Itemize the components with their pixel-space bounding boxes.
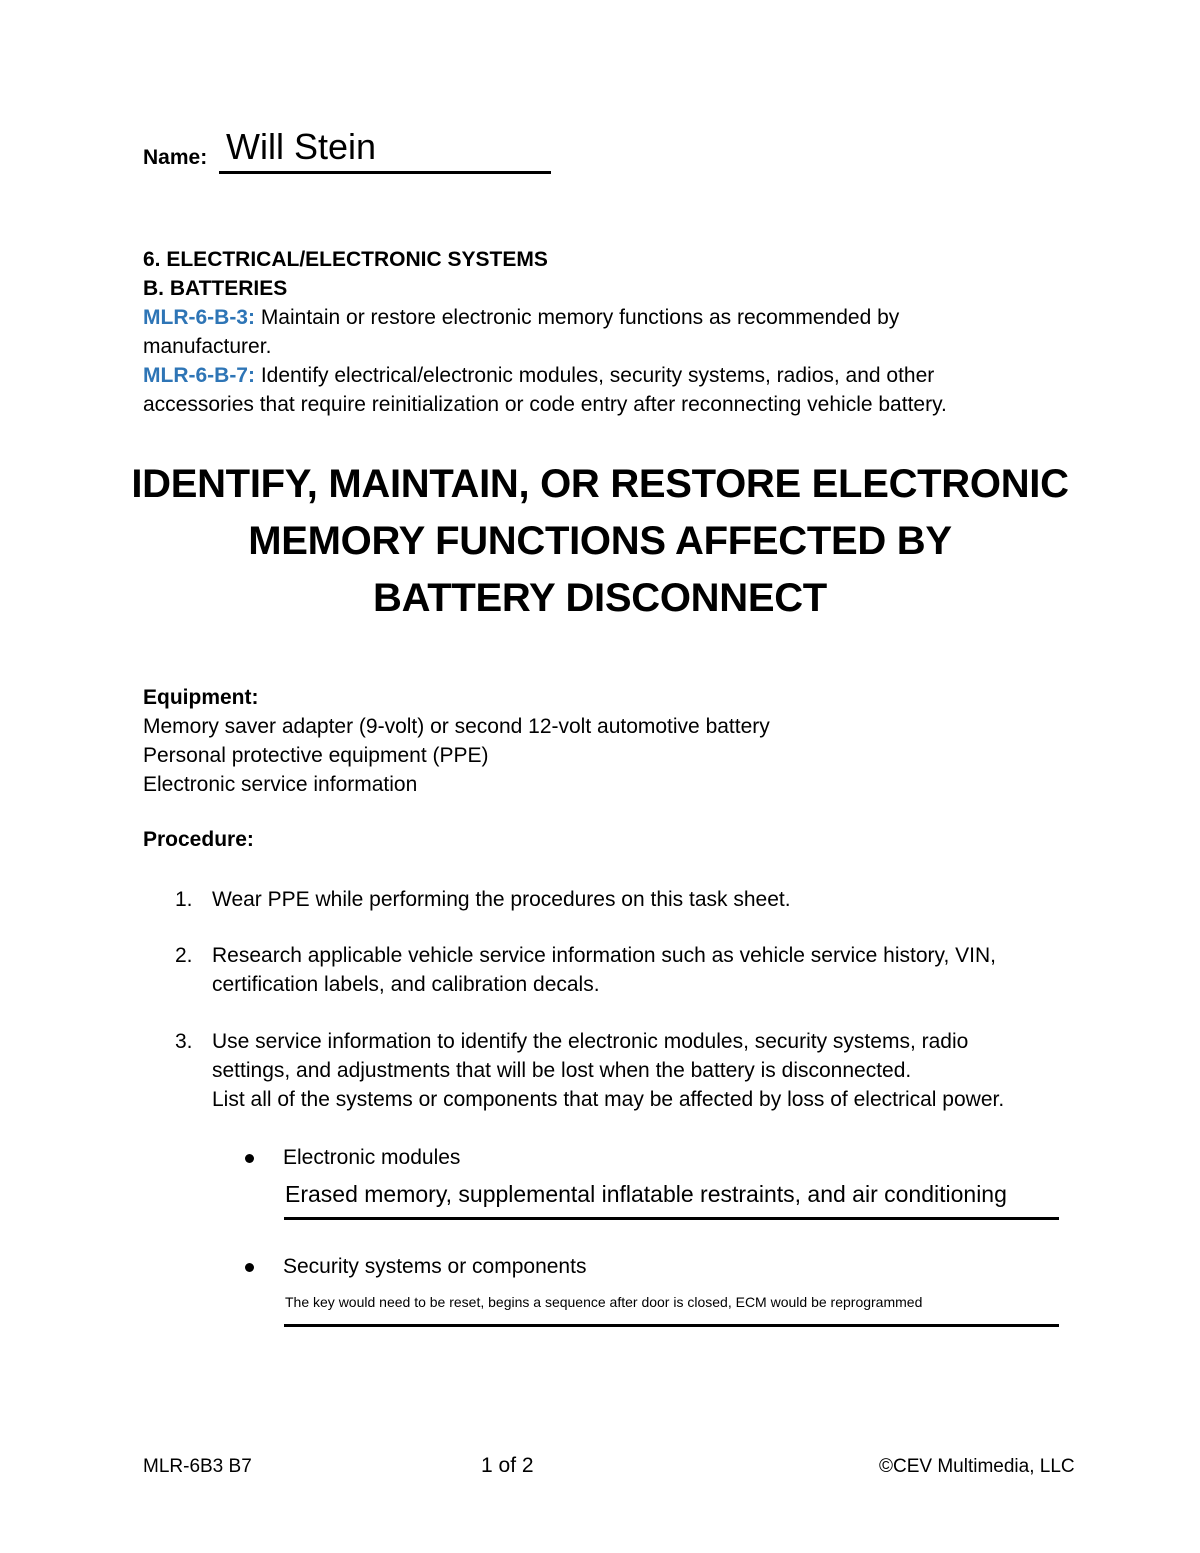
- procedure-step: [175, 941, 1055, 999]
- name-input[interactable]: Will Stein: [226, 126, 377, 167]
- standard-mlr-6-b-3: [143, 303, 1063, 332]
- equipment-item: Personal protective equipment (PPE): [143, 744, 489, 767]
- procedure-label: Procedure:: [143, 828, 254, 851]
- title-line: MEMORY FUNCTIONS AFFECTED BY: [248, 519, 952, 563]
- standard-mlr-6-b-7: [143, 361, 1063, 390]
- standard-code: MLR-6-B-3:: [143, 306, 255, 329]
- footer-page-number: 1 of 2: [481, 1454, 534, 1477]
- footer-document-code: MLR-6B3 B7: [143, 1456, 252, 1477]
- standard-code: MLR-6-B-7:: [143, 364, 255, 387]
- bullet-label: Security systems or components: [283, 1255, 587, 1278]
- standard-text-continued: accessories that require reinitialization or code entry after reconnecting vehicle battery.: [143, 393, 947, 416]
- step-text: List all of the systems or components that may be affected by loss of electrical power.: [212, 1088, 1005, 1111]
- answer-underline: [284, 1324, 1059, 1327]
- step-number: 1.: [175, 888, 193, 911]
- standard-text: Identify electrical/electronic modules, security systems, radios, and other: [254, 364, 935, 387]
- equipment-label: Equipment:: [143, 686, 259, 709]
- standard-text: Maintain or restore electronic memory functions as recommended by: [254, 306, 900, 329]
- title-line: IDENTIFY, MAINTAIN, OR RESTORE ELECTRONIC: [131, 462, 1069, 506]
- equipment-item: Memory saver adapter (9-volt) or second 12-volt automotive battery: [143, 715, 770, 738]
- name-underline: [219, 171, 551, 174]
- step-text: Wear PPE while performing the procedures on this task sheet.: [212, 888, 791, 911]
- standards-header: [143, 245, 1063, 419]
- bullet-icon: [245, 1263, 254, 1272]
- step-text: Use service information to identify the electronic modules, security systems, radio: [212, 1030, 969, 1053]
- subsection-heading: B. BATTERIES: [143, 277, 288, 300]
- answer-input-electronic-modules[interactable]: Erased memory, supplemental inflatable restraints, and air conditioning: [285, 1181, 1007, 1207]
- footer-copyright: ©CEV Multimedia, LLC: [879, 1456, 1075, 1477]
- step-number: 2.: [175, 944, 193, 967]
- title-line: BATTERY DISCONNECT: [373, 576, 827, 620]
- page-title: [100, 456, 1100, 627]
- step-number: 3.: [175, 1030, 193, 1053]
- equipment-item: Electronic service information: [143, 773, 418, 796]
- bullet-icon: [245, 1154, 254, 1163]
- answer-input-security-systems[interactable]: The key would need to be reset, begins a sequence after door is closed, ECM would be reprogrammed: [285, 1294, 923, 1310]
- equipment-section: [143, 683, 1063, 799]
- step-text: settings, and adjustments that will be lost when the battery is disconnected.: [212, 1059, 912, 1082]
- answer-underline: [284, 1217, 1059, 1220]
- section-heading: 6. ELECTRICAL/ELECTRONIC SYSTEMS: [143, 248, 548, 271]
- name-label: Name:: [143, 146, 208, 169]
- step-text: Research applicable vehicle service information such as vehicle service history, VIN,: [212, 944, 996, 967]
- step-text: certification labels, and calibration decals.: [212, 973, 600, 996]
- procedure-step: [175, 885, 1055, 914]
- standard-text-continued: manufacturer.: [143, 335, 272, 358]
- bullet-label: Electronic modules: [283, 1146, 461, 1169]
- procedure-step: [175, 1027, 1055, 1114]
